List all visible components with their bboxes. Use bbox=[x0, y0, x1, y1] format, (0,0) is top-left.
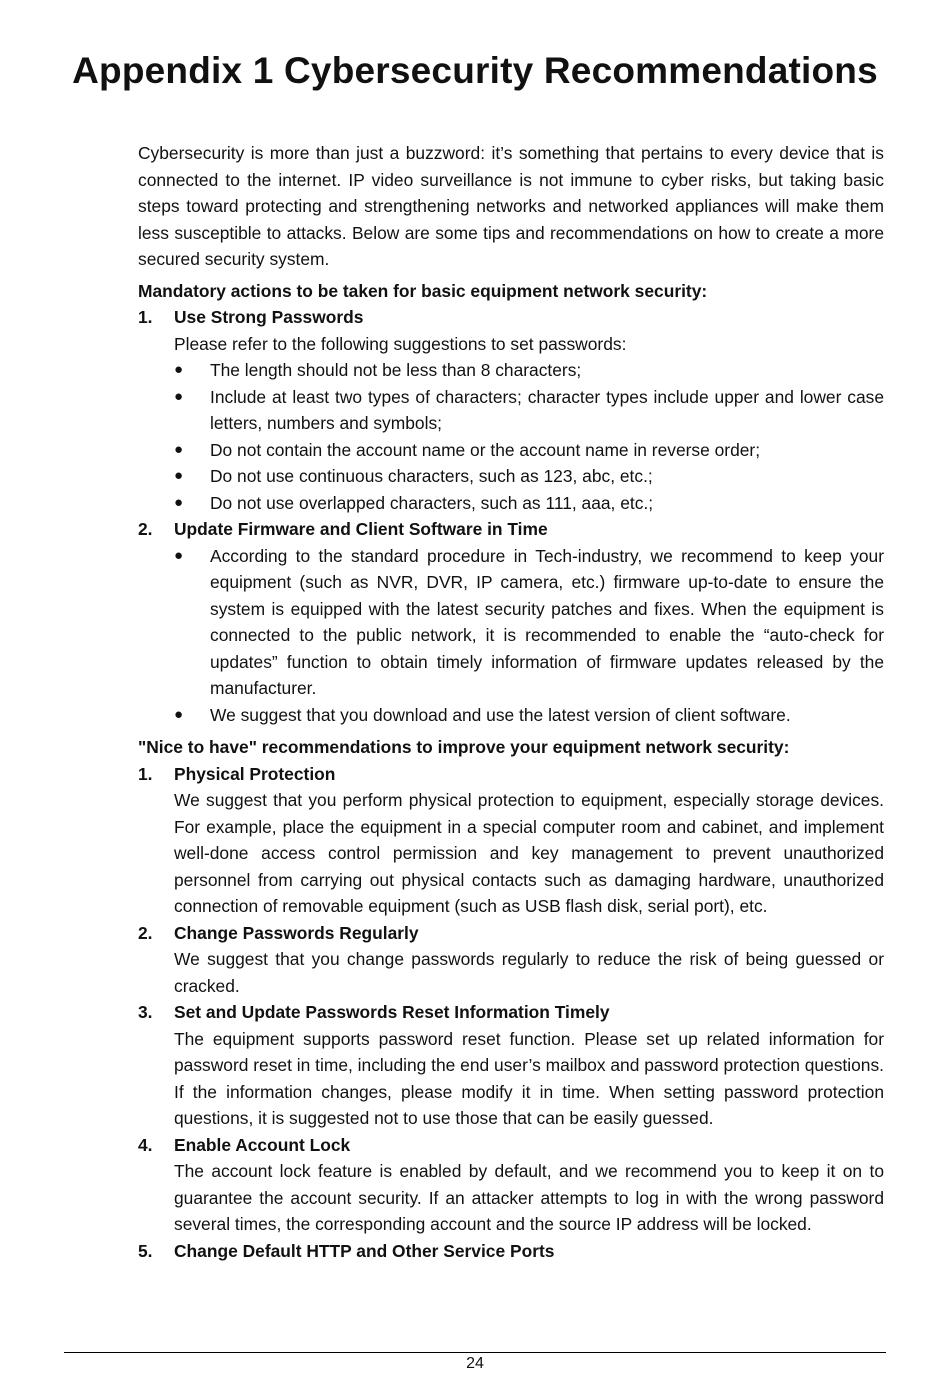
item-number: 1. bbox=[138, 307, 153, 327]
list-item: ● Do not use continuous characters, such as 123, abc, etc.; bbox=[174, 463, 884, 490]
item-title: Physical Protection bbox=[174, 763, 336, 784]
item-title: Set and Update Passwords Reset Information Timely bbox=[174, 1002, 610, 1022]
item-title: Change Default HTTP and Other Service Ports bbox=[174, 1240, 555, 1261]
list-item: ● Include at least two types of characters; character types include upper and lower case letters, numbers and symbols; bbox=[174, 384, 884, 437]
item-title: Enable Account Lock bbox=[174, 1134, 351, 1155]
intro-paragraph: Cybersecurity is more than just a buzzword: it’s something that pertains to every device that is connected to the internet. IP video surveillance is not immune to cyber risks, but taking basic steps toward protecting and strengthening networks and networked appliances will make them less susceptible to attacks. Below are some tips and recommendations on how to create a more secured security system. bbox=[138, 143, 884, 269]
bullet-dot-icon: ● bbox=[174, 705, 184, 723]
document-body bbox=[138, 140, 884, 1264]
item-number: 2. bbox=[138, 519, 153, 539]
item-body: We suggest that you change passwords regularly to reduce the risk of being guessed or cracked. bbox=[174, 949, 884, 996]
item-body: We suggest that you perform physical protection to equipment, especially storage devices. For example, place the equipment in a special computer room and cabinet, and implement well-done access control permission and key management to prevent unauthorized personnel from carrying out physical contacts such as damaging hardware, unauthorized connection of removable equipment (such as USB flash disk, serial port), etc. bbox=[174, 790, 884, 916]
bullet-dot-icon: ● bbox=[174, 387, 184, 405]
nice-to-have-heading: "Nice to have" recommendations to improve your equipment network security: bbox=[138, 737, 790, 757]
item-body: Please refer to the following suggestions to set passwords: bbox=[174, 333, 627, 354]
mandatory-heading: Mandatory actions to be taken for basic equipment network security: bbox=[138, 280, 708, 301]
item-number: 3. bbox=[138, 1002, 153, 1022]
list-item: ● We suggest that you download and use the latest version of client software. bbox=[174, 702, 884, 729]
page-title: Appendix 1 Cybersecurity Recommendations bbox=[72, 50, 878, 91]
bullet-dot-icon: ● bbox=[174, 546, 184, 564]
list-item: ● Do not use overlapped characters, such as 111, aaa, etc.; bbox=[174, 490, 884, 517]
page-number: 24 bbox=[466, 1355, 484, 1372]
item-number: 1. bbox=[138, 763, 153, 784]
bullet-dot-icon: ● bbox=[174, 493, 184, 511]
nice-item-3 bbox=[138, 999, 884, 1132]
bullet-list bbox=[174, 543, 884, 729]
bullet-dot-icon: ● bbox=[174, 361, 184, 378]
list-item: ● The length should not be less than 8 characters; bbox=[174, 357, 884, 384]
item-title: Change Passwords Regularly bbox=[174, 922, 419, 943]
bullet-list bbox=[174, 357, 884, 516]
item-body: The equipment supports password reset function. Please set up related information for password reset in time, including the end user’s mailbox and password protection questions. If the information changes, please modify it in time. When setting password protection questions, it is suggested not to use those that can be easily guessed. bbox=[174, 1028, 884, 1128]
item-number: 4. bbox=[138, 1134, 153, 1155]
nice-item-4 bbox=[138, 1132, 884, 1238]
list-item: ● According to the standard procedure in Tech-industry, we recommend to keep your equipment (such as NVR, DVR, IP camera, etc.) firmware up-to-date to ensure the system is equipped with the latest security patches and fixes. When the equipment is connected to the public network, it is recommended to enable the “auto-check for updates” function to obtain timely information of firmware updates released by the manufacturer. bbox=[174, 543, 884, 702]
item-number: 2. bbox=[138, 922, 153, 943]
nice-item-5 bbox=[138, 1238, 884, 1265]
bullet-dot-icon: ● bbox=[174, 467, 184, 484]
bullet-dot-icon: ● bbox=[174, 440, 184, 458]
item-title: Use Strong Passwords bbox=[174, 307, 364, 327]
item-number: 5. bbox=[138, 1240, 153, 1261]
nice-item-2 bbox=[138, 920, 884, 1000]
item-body: The account lock feature is enabled by default, and we recommend you to keep it on to guarantee the account security. If an attacker attempts to log in with the wrong password several times, the corresponding account and the source IP address will be locked. bbox=[174, 1161, 884, 1234]
mandatory-item-2 bbox=[138, 516, 884, 728]
list-item: ● Do not contain the account name or the account name in reverse order; bbox=[174, 437, 884, 464]
item-title: Update Firmware and Client Software in Time bbox=[174, 519, 548, 539]
nice-item-1 bbox=[138, 761, 884, 920]
footer-divider bbox=[64, 1352, 886, 1353]
mandatory-item-1 bbox=[138, 304, 884, 516]
